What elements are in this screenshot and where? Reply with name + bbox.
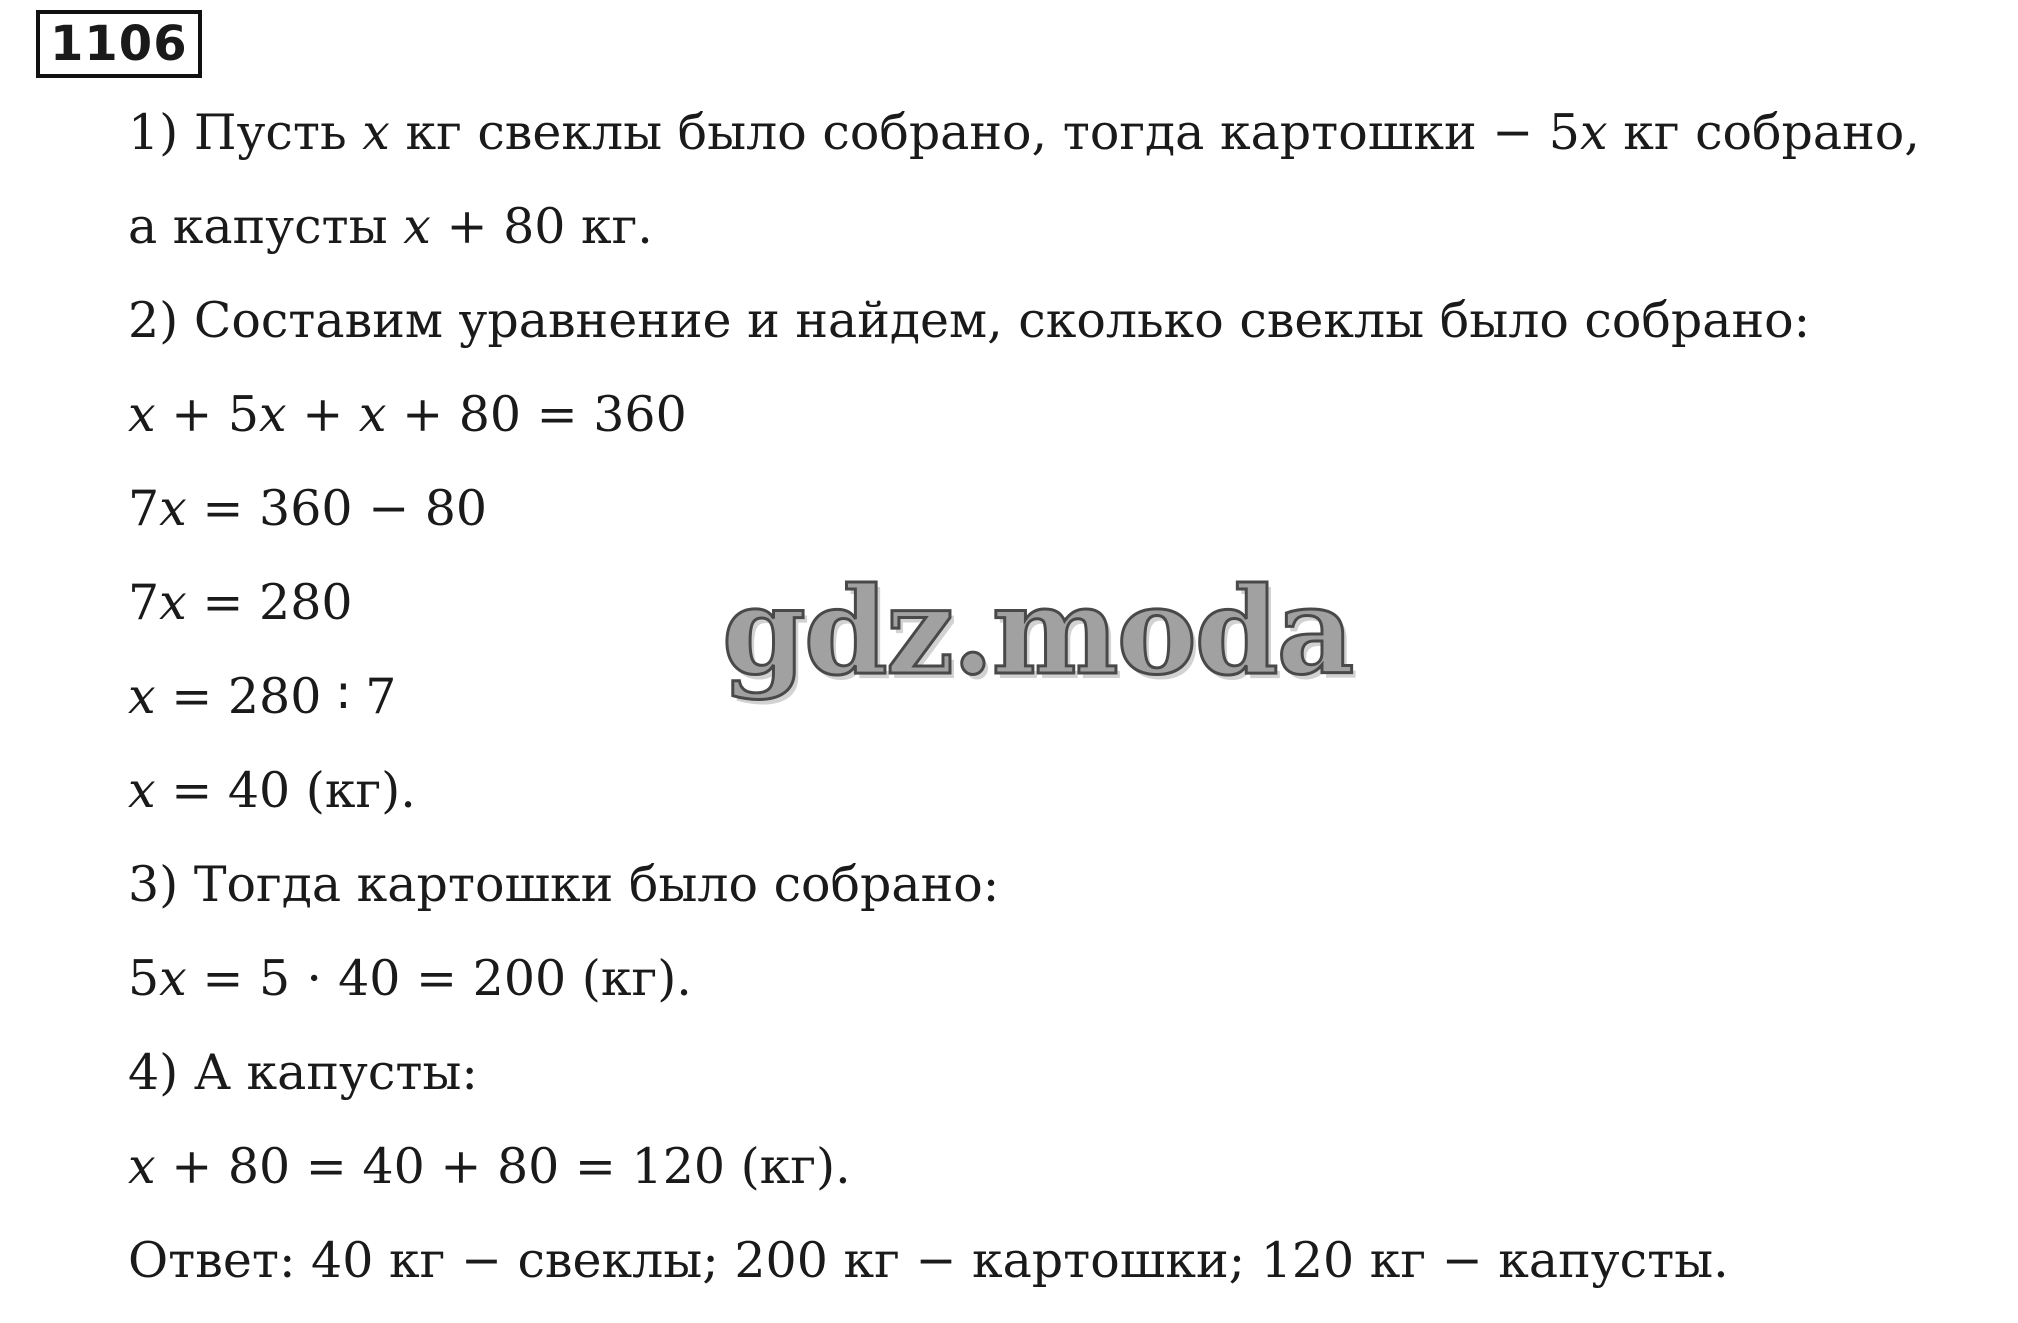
- equation-line-6: 5𝑥 = 5 ⋅ 40 = 200 (кг).: [128, 950, 692, 1007]
- equation-line-4: 𝑥 = 280 ∶ 7: [128, 668, 397, 725]
- equation-line-2: 7𝑥 = 360 − 80: [128, 480, 488, 537]
- answer-line: Ответ: 40 кг − свеклы; 200 кг − картошки; 120 кг − капусты.: [128, 1232, 1729, 1289]
- solution-line-4: 3) Тогда картошки было собрано:: [128, 856, 1000, 913]
- equation-line-1: 𝑥 + 5𝑥 + 𝑥 + 80 = 360: [128, 386, 687, 443]
- watermark: gdz.moda: [722, 561, 1353, 702]
- equation-line-5: 𝑥 = 40 (кг).: [128, 762, 416, 819]
- equation-line-3: 7𝑥 = 280: [128, 574, 353, 631]
- equation-line-7: 𝑥 + 80 = 40 + 80 = 120 (кг).: [128, 1138, 851, 1195]
- solution-line-3: 2) Составим уравнение и найдем, сколько свеклы было собрано:: [128, 292, 1811, 349]
- solution-line-1: 1) Пусть 𝑥 кг свеклы было собрано, тогда картошки − 5𝑥 кг собрано,: [128, 104, 1920, 161]
- solution-line-5: 4) А капусты:: [128, 1044, 478, 1101]
- problem-number: 1106: [36, 10, 202, 78]
- solution-line-2: а капусты 𝑥 + 80 кг.: [128, 198, 653, 255]
